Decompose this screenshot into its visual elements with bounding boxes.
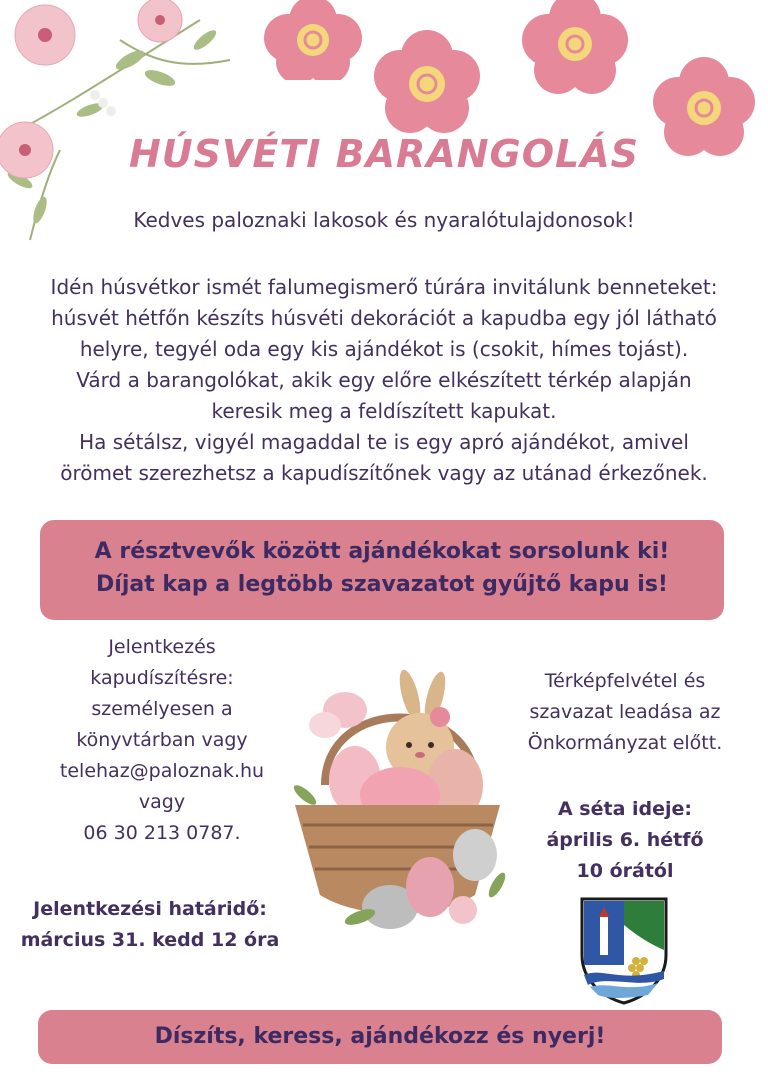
intro-line: keresik meg a feldíszített kapukat. — [211, 399, 557, 423]
intro-line: örömet szerezhetsz a kapudíszítőnek vagy az utánad érkezőnek. — [60, 461, 708, 485]
walk-time-hour: 10 órától — [576, 860, 674, 882]
intro-line: húsvét hétfőn készíts húsvéti dekorációt a kapudba egy jól látható — [51, 306, 717, 330]
registration-line: könyvtárban vagy — [76, 729, 248, 751]
deadline-date: március 31. kedd 12 óra — [20, 929, 280, 951]
registration-line: kapudíszítésre: — [90, 667, 234, 689]
pink-flower-icon — [258, 0, 368, 80]
map-info — [505, 666, 745, 759]
map-info-line: Térképfelvétel és — [544, 670, 706, 692]
intro-line: helyre, tegyél oda egy kis ajándékot is (csokit, hímes tojást). — [79, 337, 689, 361]
prize-banner-line: Díjat kap a legtöbb szavazatot gyűjtő kapu is! — [96, 572, 668, 597]
pink-flower-icon — [372, 28, 482, 138]
walk-time-date: április 6. hétfő — [546, 829, 704, 851]
walk-time-label: A séta ideje: — [557, 798, 693, 820]
registration-email[interactable]: telehaz@paloznak.hu — [59, 760, 265, 782]
easter-bunny-basket-icon — [285, 655, 510, 940]
intro-line: Idén húsvétkor ismét falumegismerő túrára invitálunk benneteket: — [50, 275, 718, 299]
map-info-line: Önkormányzat előtt. — [527, 732, 723, 754]
greeting: Kedves paloznaki lakosok és nyaralótulajdonosok! — [133, 208, 635, 232]
pink-flower-icon — [520, 0, 630, 95]
intro-line: Várd a barangolókat, akik egy előre elkészített térkép alapján — [76, 368, 692, 392]
map-info-line: szavazat leadása az — [529, 701, 721, 723]
walk-time-info — [505, 794, 745, 887]
deadline-info — [0, 894, 300, 956]
intro-line: Ha sétálsz, vigyél magaddal te is egy apró ajándékot, amivel — [79, 430, 689, 454]
registration-line: vagy — [138, 791, 186, 813]
village-coat-of-arms-icon — [578, 895, 670, 1007]
prize-banner — [40, 520, 724, 620]
registration-line: személyesen a — [91, 698, 233, 720]
page-title: HÚSVÉTI BARANGOLÁS — [128, 132, 639, 176]
registration-phone: 06 30 213 0787. — [83, 822, 241, 844]
deadline-label: Jelentkezési határidő: — [33, 898, 267, 920]
registration-line: Jelentkezés — [108, 636, 216, 658]
slogan-banner: Díszíts, keress, ajándékozz és nyerj! — [38, 1010, 722, 1064]
intro-text — [14, 272, 754, 489]
prize-banner-line: A résztvevők között ajándékokat sorsolunk ki! — [94, 539, 670, 564]
registration-info — [22, 632, 302, 849]
